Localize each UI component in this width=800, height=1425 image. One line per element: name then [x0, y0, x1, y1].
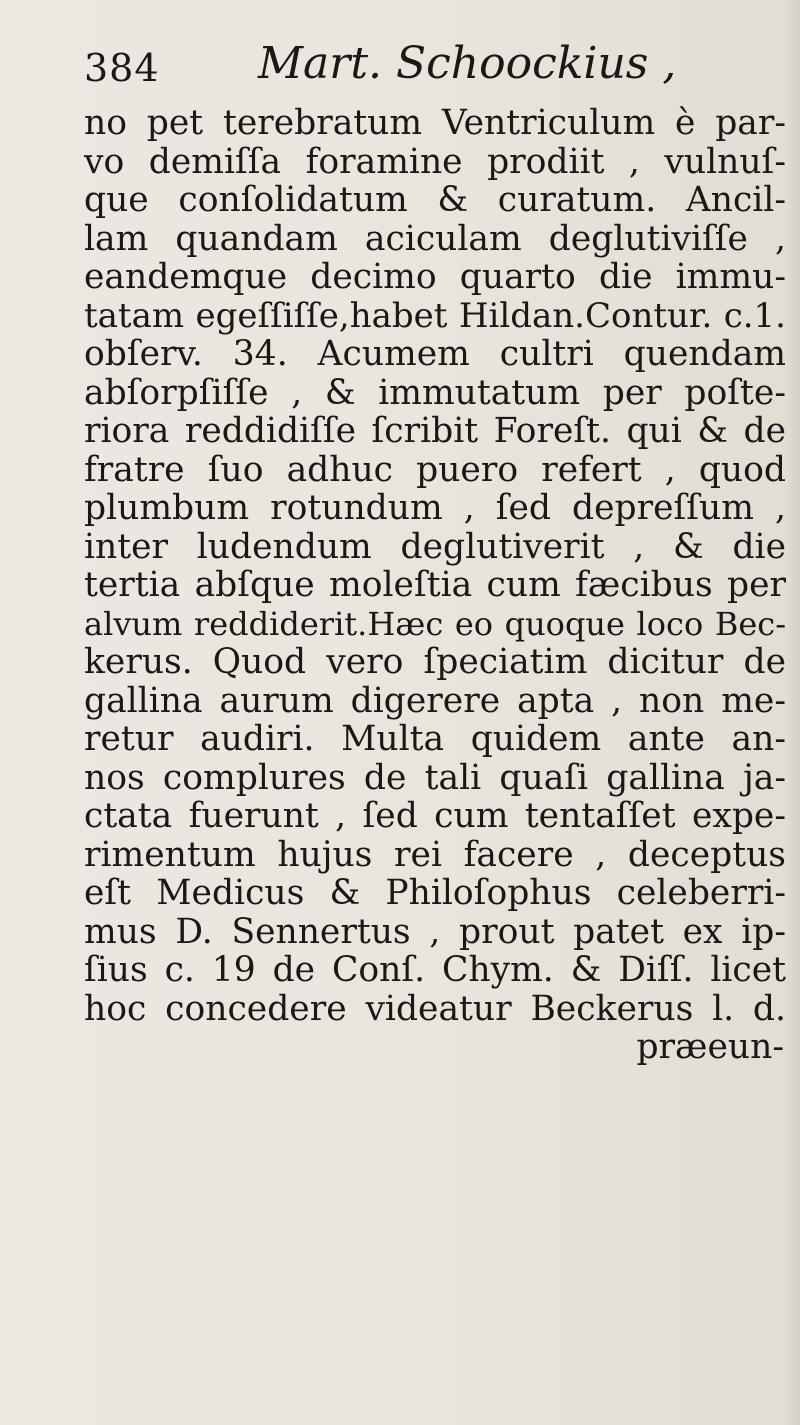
body-text [84, 104, 786, 1067]
text-line: mus D. Sennertus , prout patet ex ip- [84, 911, 786, 952]
text-line: eſt Medicus & Philoſophus celeberri- [84, 873, 786, 913]
text-line: retur audiri. Multa quidem ante an- [84, 719, 786, 759]
text-line: ſius c. 19 de Conſ. Chym. & Diſſ. licet [84, 950, 786, 990]
text-line: no pet terebratum Ventriculum è par- [84, 103, 786, 143]
text-line: kerus. Quod vero ſpeciatim dicitur de [84, 642, 786, 682]
text-line: que conſolidatum & curatum. Ancil- [84, 180, 786, 220]
text-line: alvum reddiderit.Hæc eo quoque loco Bec- [84, 604, 786, 643]
text-line: eandemque decimo quarto die immu- [84, 257, 786, 297]
text-line: lam quandam aciculam deglutiviſſe , [84, 218, 786, 259]
page-header [84, 38, 724, 98]
text-line: fratre ſuo adhuc puero refert , quod [84, 449, 786, 490]
text-line: riora reddidiſſe ſcribit Foreſt. qui & de [84, 411, 786, 451]
text-line: tertia abſque moleſtia cum fæcibus per [84, 565, 786, 605]
catchword: præeun- [636, 1027, 784, 1067]
page-edge-shadow [786, 0, 800, 1425]
text-line: nos complures de tali quaſi gallina ja- [84, 757, 786, 798]
text-line: vo demiſſa foramine prodiit , vulnuſ- [84, 141, 786, 182]
page-number: 384 [84, 46, 160, 90]
text-line: plumbum rotundum , ſed depreſſum , [84, 488, 786, 528]
text-line: rimentum hujus rei facere , deceptus [84, 834, 786, 875]
text-line: inter ludendum deglutiverit , & die [84, 526, 786, 567]
text-line: ctata fuerunt , ſed cum tentaſſet expe- [84, 796, 786, 836]
running-head: Mart. Schoockius , [258, 38, 677, 89]
text-line: hoc concedere videatur Beckerus l. d. [84, 988, 786, 1029]
text-line: gallina aurum digerere apta , non me- [84, 680, 786, 721]
text-line: obſerv. 34. Acumem cultri quendam [84, 334, 786, 374]
text-line: abſorpſiſſe , & immutatum per poſte- [84, 372, 786, 413]
text-line: tatam egeſſiſſe,habet Hildan.Contur. c.1. [84, 295, 786, 336]
